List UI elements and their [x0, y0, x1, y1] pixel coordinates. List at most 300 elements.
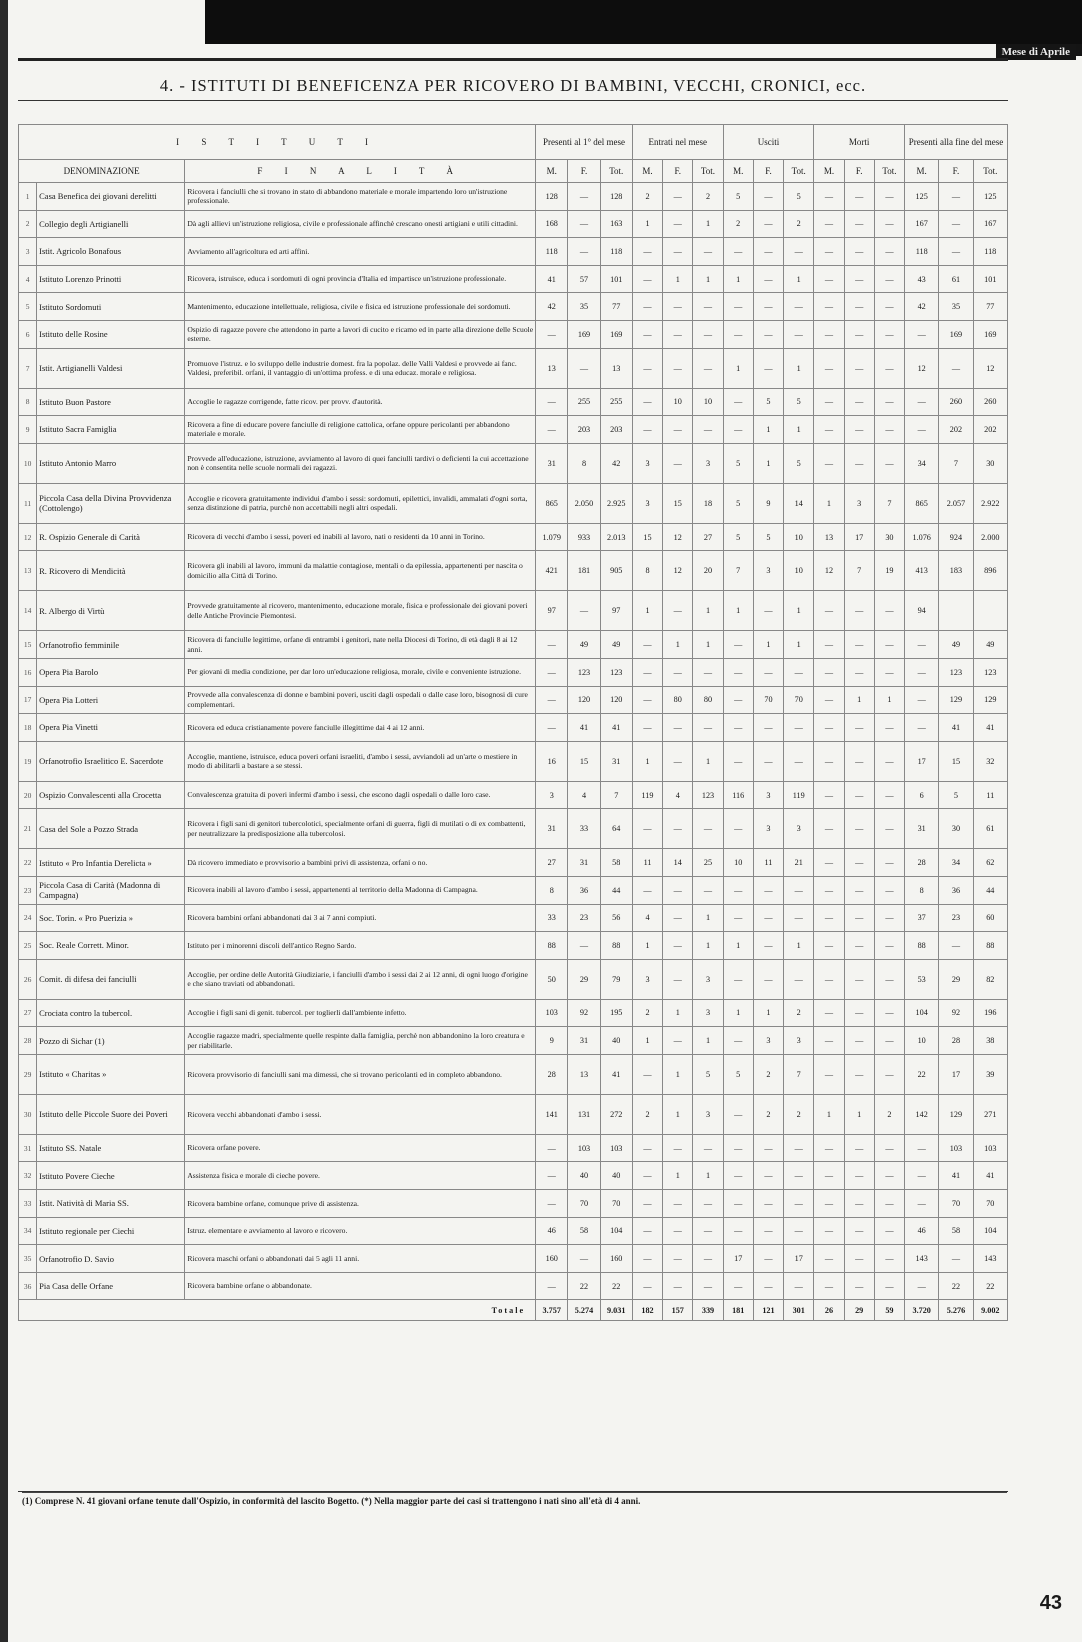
total-cell: 339: [693, 1300, 723, 1321]
count-cell: 31: [568, 849, 600, 877]
row-number: 16: [19, 658, 37, 686]
title-rule: [18, 58, 1008, 61]
count-cell: —: [632, 320, 662, 348]
count-cell: 22: [905, 1054, 939, 1094]
count-cell: 10: [784, 551, 814, 591]
table-row: [19, 809, 1008, 849]
table-row: [19, 904, 1008, 932]
institute-name: Opera Pia Vinetti: [37, 714, 185, 742]
count-cell: —: [536, 1190, 568, 1218]
count-cell: 255: [568, 388, 600, 416]
count-cell: —: [814, 348, 844, 388]
col-finalita: F I N A L I T À: [185, 160, 536, 183]
count-cell: 49: [939, 631, 973, 659]
count-cell: 2: [753, 1094, 783, 1134]
count-cell: 129: [973, 686, 1007, 714]
table-row: [19, 483, 1008, 523]
count-cell: 1: [663, 631, 693, 659]
count-cell: 260: [939, 388, 973, 416]
count-cell: 30: [973, 443, 1007, 483]
count-cell: —: [784, 658, 814, 686]
count-cell: 17: [723, 1245, 753, 1273]
count-cell: —: [874, 210, 904, 238]
count-cell: 1: [693, 210, 723, 238]
count-cell: 14: [784, 483, 814, 523]
institute-purpose: Ricovera provvisorio di fanciulli sani ma dimessi, che si trovano pericolanti ed in completo abbandono.: [185, 1054, 536, 1094]
count-cell: —: [874, 876, 904, 904]
count-cell: 41: [939, 1162, 973, 1190]
count-cell: 421: [536, 551, 568, 591]
count-cell: —: [663, 658, 693, 686]
row-number: 18: [19, 714, 37, 742]
count-cell: 1: [663, 1094, 693, 1134]
count-cell: —: [844, 1245, 874, 1273]
count-cell: 92: [568, 999, 600, 1027]
table-row: [19, 265, 1008, 293]
count-cell: 12: [814, 551, 844, 591]
count-cell: 905: [600, 551, 632, 591]
table-row: [19, 876, 1008, 904]
month-label: Mese di Aprile: [996, 44, 1076, 60]
count-cell: 77: [973, 293, 1007, 321]
count-cell: 5: [723, 523, 753, 551]
institute-name: Istituto Buon Pastore: [37, 388, 185, 416]
count-cell: 5: [784, 388, 814, 416]
count-cell: 41: [568, 714, 600, 742]
count-cell: 143: [973, 1245, 1007, 1273]
row-number: 11: [19, 483, 37, 523]
count-cell: 143: [905, 1245, 939, 1273]
count-cell: 118: [600, 238, 632, 266]
count-cell: —: [844, 348, 874, 388]
count-cell: 12: [663, 551, 693, 591]
row-number: 14: [19, 591, 37, 631]
footnote: (1) Comprese N. 41 giovani orfane tenute dall'Ospizio, in conformità del lascito Bogetto. (*) Nella maggior parte dei casi si trattengono i nati sino all'età di 4 anni.: [22, 1492, 1007, 1506]
count-cell: 865: [536, 483, 568, 523]
sub-tot: Tot.: [973, 160, 1007, 183]
count-cell: —: [753, 658, 783, 686]
count-cell: —: [753, 1217, 783, 1245]
institute-purpose: Dà agli allievi un'istruzione religiosa, civile e professionale affinchè crescano onesti artigiani e utili cittadini.: [185, 210, 536, 238]
count-cell: —: [784, 1134, 814, 1162]
count-cell: —: [874, 1134, 904, 1162]
count-cell: 933: [568, 523, 600, 551]
count-cell: 6: [905, 781, 939, 809]
count-cell: 272: [600, 1094, 632, 1134]
count-cell: 7: [939, 443, 973, 483]
count-cell: 103: [600, 1134, 632, 1162]
institute-purpose: Provvede gratuitamente al ricovero, mantenimento, educazione morale, fisica e professionale dei giovani poveri delle Antiche Provincie Piemontesi.: [185, 591, 536, 631]
count-cell: —: [784, 1217, 814, 1245]
count-cell: 1: [784, 265, 814, 293]
institute-name: Orfanotrofio Israelitico E. Sacerdote: [37, 741, 185, 781]
count-cell: —: [905, 686, 939, 714]
sub-m: M.: [536, 160, 568, 183]
count-cell: 22: [568, 1272, 600, 1300]
count-cell: —: [723, 741, 753, 781]
count-cell: —: [844, 932, 874, 960]
count-cell: 2: [753, 1054, 783, 1094]
count-cell: —: [568, 591, 600, 631]
row-number: 5: [19, 293, 37, 321]
count-cell: 169: [600, 320, 632, 348]
count-cell: —: [874, 1272, 904, 1300]
count-cell: —: [723, 631, 753, 659]
count-cell: —: [753, 932, 783, 960]
row-number: 27: [19, 999, 37, 1027]
count-cell: 92: [939, 999, 973, 1027]
count-cell: 61: [973, 809, 1007, 849]
count-cell: 1: [784, 631, 814, 659]
count-cell: —: [844, 741, 874, 781]
row-number: 31: [19, 1134, 37, 1162]
count-cell: —: [663, 809, 693, 849]
table-row: [19, 443, 1008, 483]
count-cell: 1.076: [905, 523, 939, 551]
total-cell: 157: [663, 1300, 693, 1321]
count-cell: 10: [784, 523, 814, 551]
count-cell: —: [632, 1272, 662, 1300]
count-cell: 46: [536, 1217, 568, 1245]
count-cell: —: [905, 1162, 939, 1190]
count-cell: —: [844, 904, 874, 932]
institute-purpose: Accoglie ragazze madri, specialmente quelle respinte dalla famiglia, perchè non abbandonino la loro creatura e per riabilitarle.: [185, 1027, 536, 1055]
count-cell: —: [844, 1054, 874, 1094]
table-row: [19, 999, 1008, 1027]
institute-name: Pozzo di Sichar (1): [37, 1027, 185, 1055]
row-number: 2: [19, 210, 37, 238]
row-number: 19: [19, 741, 37, 781]
total-cell: 3.720: [905, 1300, 939, 1321]
count-cell: 41: [973, 714, 1007, 742]
institute-purpose: Accoglie e ricovera gratuitamente individui d'ambo i sessi: sordomuti, epilettici, invalidi, ammalati d'ogni sorta, senza distinzione di patria, purchè non accettabili negli altri ospedali.: [185, 483, 536, 523]
totals-row: [19, 1300, 1008, 1321]
institute-name: Istituto regionale per Ciechi: [37, 1217, 185, 1245]
count-cell: 1: [784, 591, 814, 631]
institute-name: Orfanotrofio femminile: [37, 631, 185, 659]
count-cell: —: [753, 1162, 783, 1190]
count-cell: —: [663, 443, 693, 483]
table-row: [19, 849, 1008, 877]
count-cell: —: [723, 686, 753, 714]
count-cell: —: [536, 686, 568, 714]
institute-purpose: Ricovera i figli sani di genitori tubercolotici, specialmente orfani di guerra, figli di mutilati o di ex combattenti, per neutralizzare la predisposizione alla tubercolosi.: [185, 809, 536, 849]
row-number: 25: [19, 932, 37, 960]
count-cell: 1: [844, 686, 874, 714]
count-cell: 1: [632, 932, 662, 960]
col-presenti-inizio: Presenti al 1° del mese: [536, 125, 633, 160]
count-cell: —: [663, 1217, 693, 1245]
row-number: 9: [19, 416, 37, 444]
count-cell: 29: [939, 959, 973, 999]
count-cell: 22: [973, 1272, 1007, 1300]
count-cell: —: [814, 714, 844, 742]
count-cell: —: [784, 904, 814, 932]
count-cell: —: [753, 265, 783, 293]
count-cell: —: [693, 238, 723, 266]
count-cell: 36: [939, 876, 973, 904]
count-cell: 19: [874, 551, 904, 591]
count-cell: —: [874, 1217, 904, 1245]
count-cell: 196: [973, 999, 1007, 1027]
count-cell: 118: [905, 238, 939, 266]
count-cell: —: [723, 1094, 753, 1134]
count-cell: 70: [973, 1190, 1007, 1218]
count-cell: 160: [536, 1245, 568, 1273]
count-cell: 5: [753, 388, 783, 416]
count-cell: 271: [973, 1094, 1007, 1134]
count-cell: 12: [663, 523, 693, 551]
count-cell: —: [632, 265, 662, 293]
count-cell: —: [874, 1054, 904, 1094]
count-cell: —: [723, 238, 753, 266]
count-cell: —: [568, 183, 600, 211]
count-cell: 1: [663, 1054, 693, 1094]
count-cell: 1: [632, 591, 662, 631]
count-cell: —: [814, 443, 844, 483]
table-row: [19, 551, 1008, 591]
count-cell: 8: [632, 551, 662, 591]
count-cell: —: [814, 388, 844, 416]
count-cell: 46: [905, 1217, 939, 1245]
count-cell: 1: [663, 1162, 693, 1190]
count-cell: —: [844, 443, 874, 483]
count-cell: 37: [905, 904, 939, 932]
count-cell: —: [693, 1245, 723, 1273]
count-cell: 3: [753, 551, 783, 591]
table-row: [19, 1094, 1008, 1134]
count-cell: —: [844, 416, 874, 444]
count-cell: 1: [663, 999, 693, 1027]
sub-m: M.: [723, 160, 753, 183]
count-cell: 8: [568, 443, 600, 483]
table-row: [19, 781, 1008, 809]
institute-name: Istituto Povere Cieche: [37, 1162, 185, 1190]
sub-m: M.: [814, 160, 844, 183]
institute-name: Ospizio Convalescenti alla Crocetta: [37, 781, 185, 809]
count-cell: 70: [568, 1190, 600, 1218]
count-cell: 123: [568, 658, 600, 686]
institute-name: Casa del Sole a Pozzo Strada: [37, 809, 185, 849]
count-cell: —: [536, 388, 568, 416]
count-cell: 2: [723, 210, 753, 238]
count-cell: —: [814, 932, 844, 960]
count-cell: —: [723, 1217, 753, 1245]
count-cell: 1: [723, 591, 753, 631]
count-cell: —: [874, 741, 904, 781]
count-cell: —: [663, 183, 693, 211]
count-cell: 128: [536, 183, 568, 211]
count-cell: —: [693, 876, 723, 904]
count-cell: —: [693, 1217, 723, 1245]
table-row: [19, 1162, 1008, 1190]
count-cell: —: [632, 1190, 662, 1218]
count-cell: 1: [723, 999, 753, 1027]
institute-purpose: Convalescenza gratuita di poveri infermi d'ambo i sessi, che escono dagli ospedali o dalle loro case.: [185, 781, 536, 809]
institute-name: R. Ospizio Generale di Carità: [37, 523, 185, 551]
count-cell: 2.000: [973, 523, 1007, 551]
count-cell: 3: [753, 1027, 783, 1055]
count-cell: —: [536, 1134, 568, 1162]
count-cell: —: [814, 686, 844, 714]
count-cell: 58: [939, 1217, 973, 1245]
sub-tot: Tot.: [874, 160, 904, 183]
count-cell: 128: [600, 183, 632, 211]
count-cell: 17: [905, 741, 939, 781]
count-cell: 8: [905, 876, 939, 904]
count-cell: 31: [536, 443, 568, 483]
row-number: 4: [19, 265, 37, 293]
count-cell: 169: [973, 320, 1007, 348]
institute-purpose: Ricovera gli inabili al lavoro, immuni da malattie contagiose, mentali o da epilessia, appartenenti per nascita o domicilio alla Città di Torino.: [185, 551, 536, 591]
count-cell: —: [844, 320, 874, 348]
institute-name: Pia Casa delle Orfane: [37, 1272, 185, 1300]
institute-name: Istituto SS. Natale: [37, 1134, 185, 1162]
count-cell: —: [663, 348, 693, 388]
count-cell: —: [663, 210, 693, 238]
count-cell: —: [844, 809, 874, 849]
count-cell: —: [939, 183, 973, 211]
count-cell: 104: [905, 999, 939, 1027]
count-cell: —: [536, 658, 568, 686]
count-cell: 1: [753, 999, 783, 1027]
institute-purpose: Provvede all'educazione, istruzione, avviamento al lavoro di quei fanciulli tardivi o deficienti la cui accettazione non è consentita nelle scuole normali dei ragazzi.: [185, 443, 536, 483]
institute-name: Istituto delle Rosine: [37, 320, 185, 348]
count-cell: 1: [753, 631, 783, 659]
count-cell: —: [723, 320, 753, 348]
institute-name: Istituto Sacra Famiglia: [37, 416, 185, 444]
count-cell: —: [844, 1134, 874, 1162]
count-cell: —: [632, 388, 662, 416]
table-row: [19, 416, 1008, 444]
count-cell: 64: [600, 809, 632, 849]
count-cell: —: [663, 320, 693, 348]
institute-purpose: Avviamento all'agricoltura ed arti affini.: [185, 238, 536, 266]
count-cell: —: [753, 741, 783, 781]
count-cell: 35: [568, 293, 600, 321]
sub-f: F.: [663, 160, 693, 183]
count-cell: —: [723, 1027, 753, 1055]
institute-name: Orfanotrofio D. Savio: [37, 1245, 185, 1273]
count-cell: —: [723, 1272, 753, 1300]
total-cell: 9.002: [973, 1300, 1007, 1321]
count-cell: —: [844, 631, 874, 659]
row-number: 24: [19, 904, 37, 932]
count-cell: 118: [536, 238, 568, 266]
count-cell: 7: [600, 781, 632, 809]
count-cell: —: [568, 238, 600, 266]
row-number: 12: [19, 523, 37, 551]
count-cell: —: [663, 591, 693, 631]
row-number: 3: [19, 238, 37, 266]
count-cell: —: [874, 591, 904, 631]
count-cell: 104: [600, 1217, 632, 1245]
count-cell: 3: [753, 781, 783, 809]
sub-tot: Tot.: [784, 160, 814, 183]
row-number: 36: [19, 1272, 37, 1300]
count-cell: 88: [536, 932, 568, 960]
institute-purpose: Dà ricovero immediato e provvisorio a bambini privi di assistenza, orfani o no.: [185, 849, 536, 877]
institute-name: Comit. di difesa dei fanciulli: [37, 959, 185, 999]
count-cell: 3: [632, 443, 662, 483]
count-cell: —: [693, 320, 723, 348]
count-cell: —: [905, 388, 939, 416]
count-cell: 1: [693, 932, 723, 960]
count-cell: —: [844, 781, 874, 809]
table-row: [19, 1217, 1008, 1245]
institute-purpose: Ricovera bambine orfane o abbandonate.: [185, 1272, 536, 1300]
count-cell: —: [874, 904, 904, 932]
sub-m: M.: [632, 160, 662, 183]
count-cell: —: [814, 658, 844, 686]
count-cell: 120: [600, 686, 632, 714]
count-cell: 3: [693, 999, 723, 1027]
count-cell: —: [814, 591, 844, 631]
count-cell: 15: [939, 741, 973, 781]
count-cell: 40: [600, 1027, 632, 1055]
row-number: 6: [19, 320, 37, 348]
count-cell: —: [814, 904, 844, 932]
header-row-groups: [19, 125, 1008, 160]
count-cell: 88: [973, 932, 1007, 960]
count-cell: 1: [693, 631, 723, 659]
count-cell: —: [814, 265, 844, 293]
count-cell: —: [814, 1217, 844, 1245]
count-cell: —: [536, 416, 568, 444]
count-cell: 1: [723, 265, 753, 293]
institute-name: Crociata contro la tubercol.: [37, 999, 185, 1027]
row-number: 22: [19, 849, 37, 877]
count-cell: —: [874, 348, 904, 388]
count-cell: 60: [973, 904, 1007, 932]
sub-f: F.: [753, 160, 783, 183]
count-cell: —: [905, 1190, 939, 1218]
count-cell: —: [632, 658, 662, 686]
institute-purpose: Ricovera, istruisce, educa i sordomuti di ogni provincia d'Italia ed impartisce un'istruzione professionale.: [185, 265, 536, 293]
institute-purpose: Ricovera di vecchi d'ambo i sessi, poveri ed inabili al lavoro, nati o residenti da 10 anni in Torino.: [185, 523, 536, 551]
count-cell: 2: [632, 183, 662, 211]
count-cell: —: [568, 210, 600, 238]
count-cell: —: [874, 959, 904, 999]
sub-m: M.: [905, 160, 939, 183]
count-cell: —: [568, 348, 600, 388]
count-cell: 1: [814, 1094, 844, 1134]
sub-f: F.: [844, 160, 874, 183]
count-cell: —: [753, 210, 783, 238]
institute-purpose: Accoglie le ragazze corrigende, fatte ricov. per provv. d'autorità.: [185, 388, 536, 416]
institute-name: Piccola Casa della Divina Provvidenza (Cottolengo): [37, 483, 185, 523]
count-cell: —: [632, 631, 662, 659]
page-title: 4. - ISTITUTI DI BENEFICENZA PER RICOVERO DI BAMBINI, VECCHI, CRONICI, ecc.: [159, 76, 867, 95]
count-cell: —: [723, 876, 753, 904]
count-cell: 31: [536, 809, 568, 849]
count-cell: —: [632, 714, 662, 742]
institute-purpose: Ricovera ed educa cristianamente povere fanciulle illegittime dai 4 ai 12 anni.: [185, 714, 536, 742]
count-cell: 17: [784, 1245, 814, 1273]
count-cell: —: [632, 876, 662, 904]
count-cell: —: [874, 183, 904, 211]
count-cell: 49: [973, 631, 1007, 659]
count-cell: 5: [723, 443, 753, 483]
institute-purpose: Promuove l'istruz. e lo sviluppo delle industrie domest. fra la popolaz. delle Valli Valdesi e provvede ai fanc. Valdesi, preferibil. orfani, il vantaggio di un'ottima profess. e di una educaz. morale e religiosa.: [185, 348, 536, 388]
count-cell: —: [663, 741, 693, 781]
count-cell: 168: [536, 210, 568, 238]
count-cell: 413: [905, 551, 939, 591]
row-number: 33: [19, 1190, 37, 1218]
count-cell: 56: [600, 904, 632, 932]
count-cell: 79: [600, 959, 632, 999]
count-cell: 41: [973, 1162, 1007, 1190]
